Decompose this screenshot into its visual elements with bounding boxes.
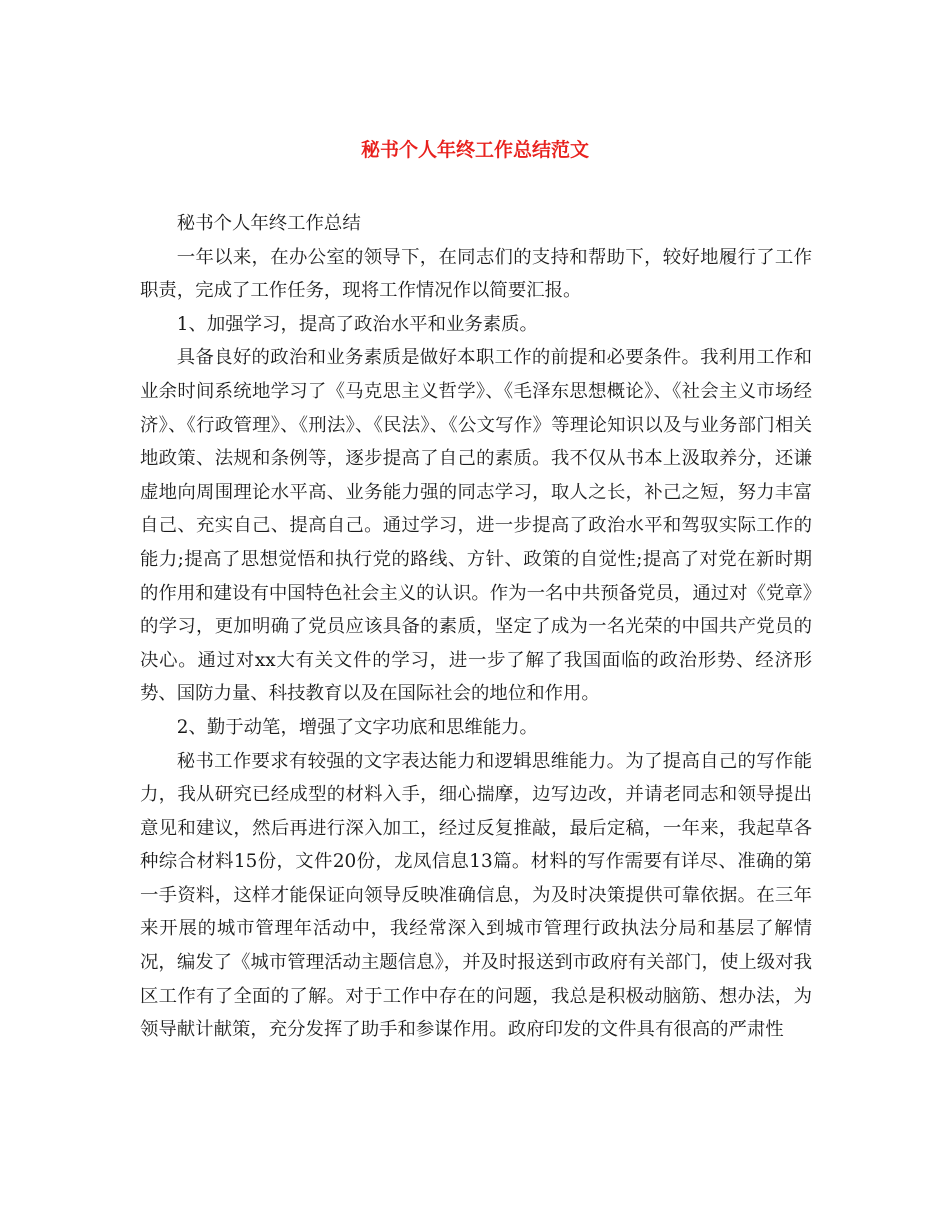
section-heading: 秘书个人年终工作总结 [176, 213, 361, 234]
section-heading: 1、加强学习，提高了政治水平和业务素质。 [176, 313, 538, 335]
document-title: 秘书个人年终工作总结范文 [360, 139, 589, 161]
section-heading: 2、勤于动笔，增强了文字功底和思维能力。 [176, 716, 538, 738]
paragraph: 一年以来，在办公室的领导下，在同志们的支持和帮助下，较好地履行了工作职责，完成了工作任务，现将工作情况作以简要汇报。 [140, 246, 812, 302]
paragraph: 秘书工作要求有较强的文字表达能力和逻辑思维能力。为了提高自己的写作能力，我从研究已经成型的材料入手，细心揣摩，边写边改，并请老同志和领导提出意见和建议，然后再进行深入加工，经过反复推敲，最后定稿，一年来，我起草各种综合材料15份，文件20份，龙凤信息13篇。材料的写作需要有详尽、准确的第一手资料，这样才能保证向领导反映准确信息，为及时决策提供可靠依据。在三年来开展的城市管理年活动中，我经常深入到城市管理行政执法分局和基层了解情况，编发了《城市管理活动主题信息》，并及时报送到市政府有关部门，使上级对我区工作有了全面的了解。对于工作中存在的问题，我总是积极动脑筋、想办法，为领导献计献策，充分发挥了助手和参谋作用。政府印发的文件具有很高的严肃性 [140, 750, 812, 1041]
document-body [140, 207, 812, 1047]
paragraph: 具备良好的政治和业务素质是做好本职工作的前提和必要条件。我利用工作和业余时间系统地学习了《马克思主义哲学》、《毛泽东思想概论》、《社会主义市场经济》、《行政管理》、《刑法》、《民法》、《公文写作》等理论知识以及与业务部门相关地政策、法规和条例等，逐步提高了自己的素质。我不仅从书本上汲取养分，还谦虚地向周围理论水平高、业务能力强的同志学习，取人之长，补己之短，努力丰富自己、充实自己、提高自己。通过学习，进一步提高了政治水平和驾驭实际工作的能力;提高了思想觉悟和执行党的路线、方针、政策的自觉性;提高了对党在新时期的作用和建设有中国特色社会主义的认识。作为一名中共预备党员，通过对《党章》的学习，更加明确了党员应该具备的素质，坚定了成为一名光荣的中国共产党员的决心。通过对xx大有关文件的学习，进一步了解了我国面临的政治形势、经济形势、国防力量、科技教育以及在国际社会的地位和作用。 [140, 347, 812, 705]
